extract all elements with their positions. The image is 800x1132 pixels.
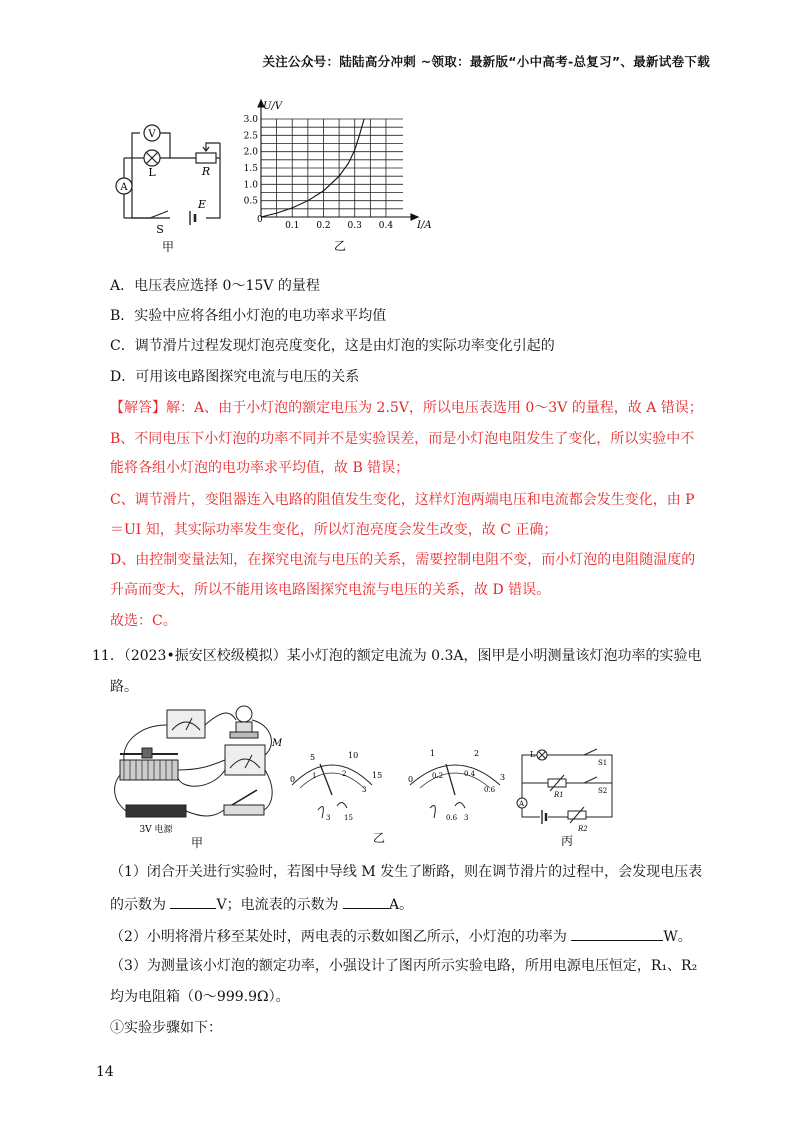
q11-number: 11． [92, 648, 124, 664]
y-tick-label: 2.0 [243, 147, 258, 158]
blank-current[interactable] [343, 893, 389, 909]
page-number: 14 [96, 1064, 114, 1080]
answer-line-1: 【解答】解：A、由于小灯泡的额定电压为 2.5V，所以电压表选用 0～3V 的量程，故 A 错误； [110, 400, 703, 416]
v-scale-0: 0 [290, 775, 296, 784]
blank-voltage[interactable] [170, 893, 216, 909]
x-tick-label: 0.2 [316, 221, 331, 231]
q11-sub3-line1: （3）为测量该小灯泡的额定功率，小强设计了图丙所示实验电路，所用电源电压恒定，R₁、R₂ [110, 958, 698, 974]
circuit-diagram-bing [512, 745, 622, 847]
circuit-diagram-jia [110, 118, 230, 253]
ammeter-symbol: A [120, 182, 128, 193]
v-scale-10: 10 [348, 751, 359, 760]
q11-stem-line1: 11．（2023•振安区校级模拟）某小灯泡的额定电流为 0.3A，图甲是小明测量该灯泡功率的实验电 [92, 648, 702, 664]
x-tick-label: 0.3 [347, 221, 362, 231]
ammeter-dial [400, 740, 510, 825]
answer-tag: 【解答】 [110, 400, 166, 416]
v-inner-1: 1 [312, 772, 317, 780]
option-d: D．可用该电路图探究电流与电压的关系 [110, 369, 360, 385]
option-a: A．电压表应选择 0～15V 的量程 [110, 278, 320, 294]
caption-jia: 甲 [161, 240, 175, 253]
y-tick-label: 1.5 [243, 164, 258, 174]
switch-label: S [156, 223, 164, 236]
v-inner-2: 2 [342, 770, 347, 778]
v-scale-5: 5 [310, 753, 316, 762]
answer-line-2: B、不同电压下小灯泡的功率不同并不是实验误差，而是小灯泡电阻发生了变化，所以实验中不 [110, 431, 695, 447]
answer-line-6: D、由控制变量法知，在探究电流与电压的关系，需要控制电阻不变，而小灯泡的电阻随温度的 [110, 552, 696, 568]
apparatus-figure-jia [112, 700, 282, 850]
caption-yi: 乙 [333, 239, 347, 253]
v-scale-15: 15 [372, 771, 382, 780]
x-axis-label: I/A [417, 220, 432, 231]
bing-ammeter-label: A [519, 800, 525, 808]
page-header: 关注公众号：陆陆高分冲刺 ~领取：最新版“小中高考-总复习”、最新试卷下载 [262, 54, 710, 69]
battery-label: E [197, 198, 207, 211]
rheostat-label: R [201, 165, 211, 178]
answer-line-4: C、调节滑片，变阻器连入电路的阻值发生变化，这样灯泡两端电压和电流都会发生变化，由 P [110, 492, 695, 508]
caption-jia-q11: 甲 [190, 836, 204, 850]
bing-s2-label: S2 [598, 787, 608, 795]
a-inner-02: 0.2 [432, 772, 444, 780]
wire-m-label: M [272, 738, 282, 749]
answer-line-3: 能将各组小灯泡的电功率求平均值，故 B 错误； [110, 460, 410, 476]
a-scale-1: 1 [430, 749, 436, 758]
y-tick-label: 2.5 [243, 131, 258, 142]
caption-bing: 丙 [560, 834, 574, 847]
v-inner-3: 3 [362, 786, 367, 794]
q11-stem-line2: 路。 [110, 679, 138, 695]
v-term-15: 15 [344, 814, 353, 822]
a-inner-04: 0.4 [464, 770, 476, 778]
a-scale-0: 0 [408, 775, 414, 784]
lamp-label: L [148, 166, 156, 179]
bing-s1-label: S1 [598, 759, 608, 767]
a-inner-06: 0.6 [484, 786, 496, 794]
y-tick-label: 3.0 [243, 115, 258, 125]
power-supply-label: 3V 电源 [139, 825, 173, 835]
blank-power[interactable] [571, 925, 663, 941]
a-term-06: 0.6 [446, 814, 458, 822]
x-tick-label: 0.4 [378, 221, 394, 231]
origin-label: 0 [257, 215, 263, 225]
answer-line-5: ＝UI 知，其实际功率发生变化，所以灯泡亮度会发生改变，故 C 正确； [110, 522, 558, 538]
q11-sub1-line1: （1）闭合开关进行实验时，若图中导线 M 发生了断路，则在调节滑片的过程中，会发现电压表 [110, 864, 703, 880]
q11-sub1-line2: 的示数为 V；电流表的示数为 A。 [110, 893, 413, 915]
q11-sub3-line2: 均为电阻箱（0～999.9Ω）。 [110, 989, 290, 1005]
a-term-3: 3 [464, 814, 469, 822]
bing-r1-label: R1 [554, 791, 564, 799]
bing-r2-label: R2 [578, 825, 588, 833]
x-tick-label: 0.1 [285, 221, 300, 231]
answer-line-7: 升高而变大，所以不能用该电路图探究电流与电压的关系，故 D 错误。 [110, 582, 551, 598]
a-scale-3: 3 [500, 773, 506, 782]
y-tick-label: 1.0 [243, 180, 258, 191]
answer-choice: 故选：C。 [110, 613, 177, 629]
option-b: B．实验中应将各组小灯泡的电功率求平均值 [110, 308, 387, 324]
voltmeter-dial [282, 740, 382, 825]
a-scale-2: 2 [474, 749, 480, 758]
bing-lamp-label: L [530, 750, 536, 759]
q11-sub2: （2）小明将滑片移至某处时，两电表的示数如图乙所示，小灯泡的功率为 W。 [110, 925, 692, 947]
q11-step-heading: ①实验步骤如下： [110, 1020, 222, 1036]
y-tick-label: 0.5 [243, 196, 258, 207]
caption-yi-q11: 乙 [373, 831, 386, 845]
option-c: C．调节滑片过程发现灯泡亮度变化，这是由灯泡的实际功率变化引起的 [110, 338, 555, 354]
y-axis-label: U/V [263, 101, 283, 112]
v-term-3: 3 [326, 814, 331, 822]
ui-graph-yi [235, 95, 450, 255]
voltmeter-symbol: V [148, 129, 156, 140]
